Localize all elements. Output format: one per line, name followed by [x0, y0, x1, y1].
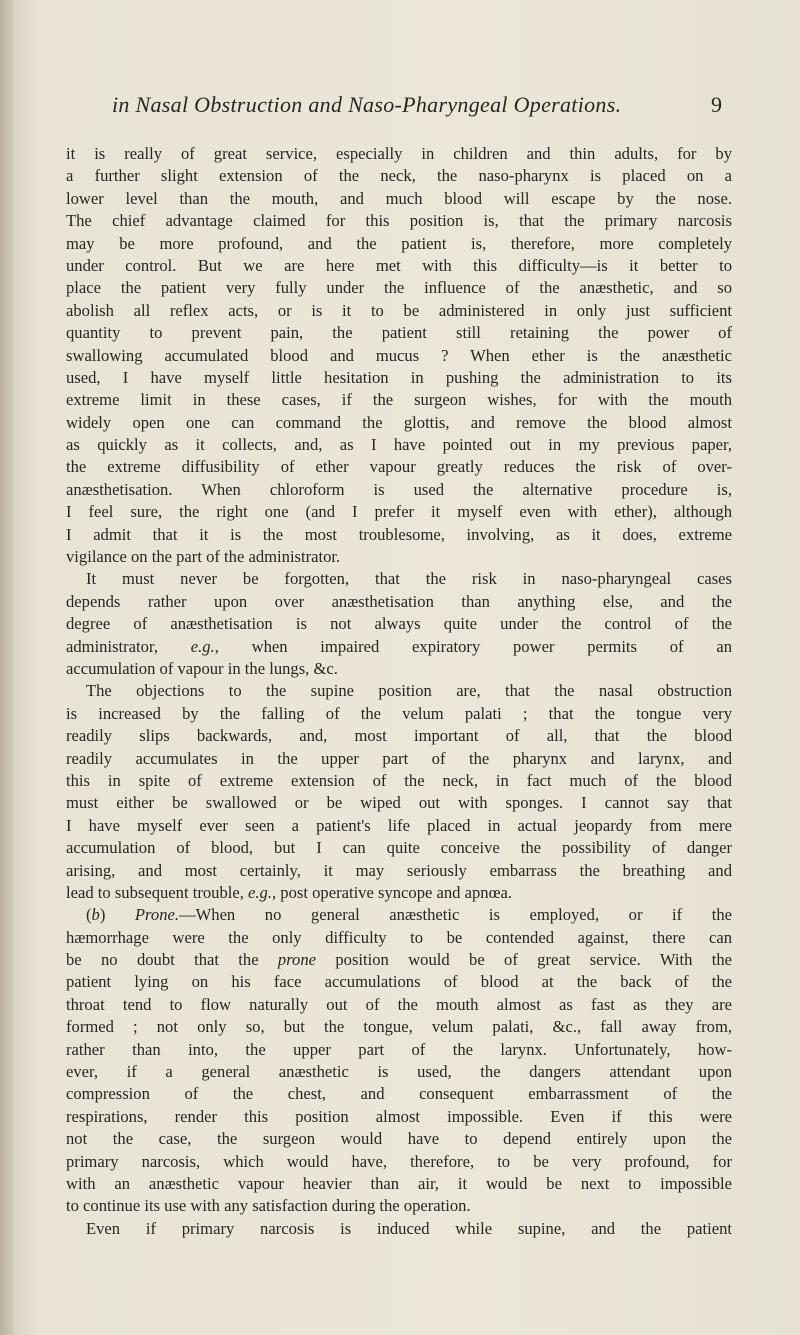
text-line: under control. But we are here met with this difficulty—is it better to [66, 255, 732, 275]
text-line: patient lying on his face accumulations of blood at the back of the [66, 972, 732, 992]
text-line: as quickly as it collects, and, as I have pointed out in my previous paper, [66, 435, 732, 455]
text-line: I have myself ever seen a patient's life placed in actual jeopardy from mere [66, 815, 732, 835]
paragraph [66, 1218, 732, 1240]
text-line: arising, and most certainly, it may seriously embarrass the breathing and [66, 860, 732, 880]
paragraph [66, 568, 732, 680]
running-header [112, 92, 722, 132]
paragraph [66, 904, 732, 1217]
text-line: abolish all reflex acts, or is it to be administered in only just sufficient [66, 300, 732, 320]
text-line: it is really of great service, especially in children and thin adults, for by [66, 144, 732, 163]
text-line: throat tend to flow naturally out of the mouth almost as fast as they are [66, 994, 732, 1014]
text-line: accumulation of vapour in the lungs, &c. [66, 658, 338, 678]
text-line: anæsthetisation. When chloroform is used the alternative procedure is, [66, 479, 732, 499]
text-line: primary narcosis, which would have, therefore, to be very profound, for [66, 1151, 732, 1171]
text-line: lead to subsequent trouble, e.g., post operative syncope and apnœa. [66, 882, 513, 902]
text-line: compression of the chest, and consequent embarrassment of the [66, 1084, 732, 1104]
text-line: not the case, the surgeon would have to depend entirely upon the [66, 1129, 732, 1149]
text-line: depends rather upon over anæsthetisation than anything else, and the [66, 591, 732, 611]
text-line: the extreme diffusibility of ether vapour greatly reduces the risk of over- [66, 457, 732, 477]
text-line: this in spite of extreme extension of the neck, in fact much of the blood [66, 770, 732, 790]
text-line: readily accumulates in the upper part of the pharynx and larynx, and [66, 748, 732, 768]
text-line: I feel sure, the right one (and I prefer it myself even with ether), although [66, 502, 732, 522]
text-line: I admit that it is the most troublesome, involving, as it does, extreme [66, 524, 732, 544]
text-line: must either be swallowed or be wiped out with sponges. I cannot say that [66, 793, 732, 813]
paragraph [66, 680, 732, 904]
text-line: hæmorrhage were the only difficulty to be contended against, there can [66, 927, 732, 947]
running-title: in Nasal Obstruction and Naso-Pharyngeal Operations. [112, 92, 622, 117]
paragraph [66, 143, 732, 568]
page-number: 9 [711, 92, 722, 117]
text-line: readily slips backwards, and, most important of all, that the blood [66, 726, 732, 746]
text-line: ever, if a general anæsthetic is used, the dangers attendant upon [66, 1062, 732, 1082]
text-line: quantity to prevent pain, the patient still retaining the power of [66, 323, 732, 343]
text-line: formed ; not only so, but the tongue, velum palati, &c., fall away from, [66, 1017, 732, 1037]
text-line: respirations, render this position almost impossible. Even if this were [66, 1106, 732, 1126]
text-line: The chief advantage claimed for this position is, that the primary narcosis [66, 211, 732, 231]
text-line: lower level than the mouth, and much blood will escape by the nose. [66, 188, 732, 208]
text-line: is increased by the falling of the velum palati ; that the tongue very [66, 703, 732, 723]
text-line: swallowing accumulated blood and mucus ? When ether is the anæsthetic [66, 345, 732, 365]
text-line: rather than into, the upper part of the larynx. Unfortunately, how- [66, 1039, 732, 1059]
text-line: The objections to the supine position are, that the nasal obstruction [86, 681, 732, 701]
body-text [66, 143, 732, 1240]
text-line: Even if primary narcosis is induced while supine, and the patient [86, 1218, 732, 1238]
page-gutter-shadow [0, 0, 14, 1335]
text-line: vigilance on the part of the administrator. [66, 547, 341, 567]
text-line: degree of anæsthetisation is not always quite under the control of the [66, 614, 732, 634]
text-line: a further slight extension of the neck, the naso-pharynx is placed on a [66, 166, 732, 186]
text-line: to continue its use with any satisfaction during the operation. [66, 1196, 471, 1216]
text-line: accumulation of blood, but I can quite conceive the possibility of danger [66, 838, 732, 858]
text-line: may be more profound, and the patient is, therefore, more completely [66, 233, 732, 253]
text-line: with an anæsthetic vapour heavier than air, it would be next to impossible [66, 1173, 732, 1193]
text-line: widely open one can command the glottis, and remove the blood almost [66, 412, 732, 432]
text-line: administrator, e.g., when impaired expiratory power permits of an [66, 636, 732, 656]
text-line: (b) Prone.—When no general anæsthetic is employed, or if the [86, 905, 732, 925]
text-line: extreme limit in these cases, if the surgeon wishes, for with the mouth [66, 390, 732, 410]
text-line: be no doubt that the prone position would be of great service. With the [66, 950, 732, 970]
text-line: It must never be forgotten, that the risk in naso-pharyngeal cases [86, 569, 732, 589]
text-line: used, I have myself little hesitation in pushing the administration to its [66, 367, 732, 387]
text-line: place the patient very fully under the influence of the anæsthetic, and so [66, 278, 732, 298]
